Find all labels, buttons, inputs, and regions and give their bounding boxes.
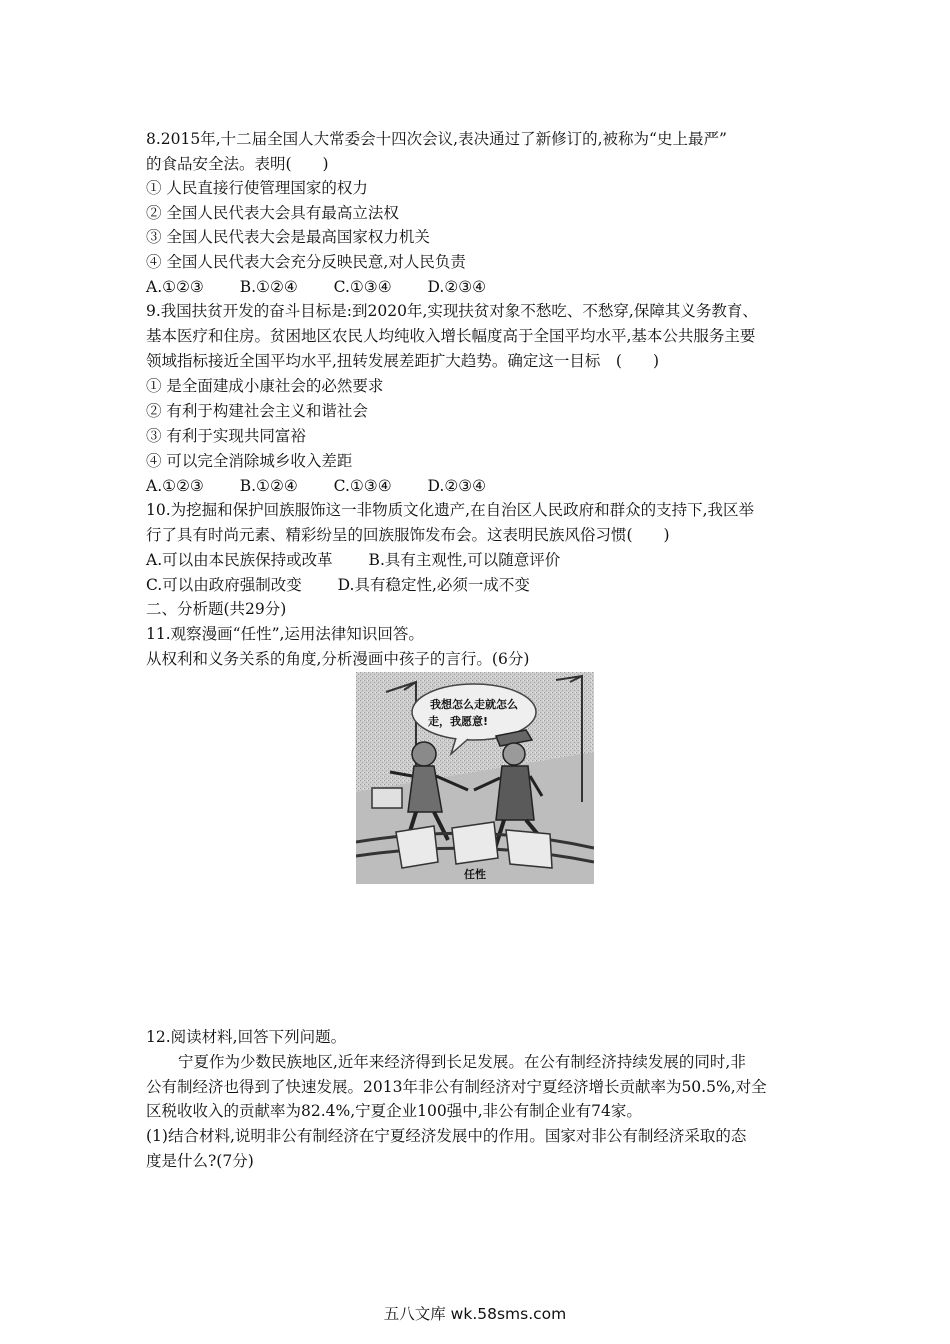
speech-bubble-line2: 走，我愿意!	[427, 715, 489, 728]
q8-stem-line1: 8.2015年,十二届全国人大常委会十四次会议,表决通过了新修订的,被称为“史上最严”	[146, 130, 727, 148]
q12-stem: 12.阅读材料,回答下列问题。	[146, 1028, 347, 1046]
q10-stem-line1: 10.为挖掘和保护回族服饰这一非物质文化遗产,在自治区人民政府和群众的支持下,我区举	[146, 501, 755, 519]
q10-stem-line2: 行了具有时尚元素、精彩纷呈的回族服饰发布会。这表明民族风俗习惯( )	[146, 526, 670, 544]
q12-material-line1: 宁夏作为少数民族地区,近年来经济得到长足发展。在公有制经济持续发展的同时,非	[178, 1053, 746, 1071]
q12-material-line2: 公有制经济也得到了快速发展。2013年非公有制经济对宁夏经济增长贡献率为50.5%,对全	[146, 1078, 767, 1096]
q10-options-cd: C.可以由政府强制改变 D.具有稳定性,必须一成不变	[146, 576, 530, 594]
q8-option-3: ③ 全国人民代表大会是最高国家权力机关	[146, 228, 430, 246]
q11-stem: 11.观察漫画“任性”,运用法律知识回答。	[146, 625, 424, 643]
q10-options-ab: A.可以由本民族保持或改革 B.具有主观性,可以随意评价	[146, 551, 561, 569]
footer-watermark: 五八文库 wk.58sms.com	[383, 1305, 567, 1323]
q9-answer-choices: A.①②③ B.①②④ C.①③④ D.②③④	[146, 477, 487, 495]
q9-option-4: ④ 可以完全消除城乡收入差距	[146, 452, 353, 470]
cartoon-drawing	[356, 672, 594, 884]
q8-option-4: ④ 全国人民代表大会充分反映民意,对人民负责	[146, 253, 466, 271]
q12-part1-line1: (1)结合材料,说明非公有制经济在宁夏经济发展中的作用。国家对非公有制经济采取的态	[146, 1127, 747, 1145]
q9-option-3: ③ 有利于实现共同富裕	[146, 427, 306, 445]
q9-stem-line1: 9.我国扶贫开发的奋斗目标是:到2020年,实现扶贫对象不愁吃、不愁穿,保障其义务教育、	[146, 302, 758, 320]
cartoon-image	[356, 672, 594, 884]
q8-option-1: ① 人民直接行使管理国家的权力	[146, 179, 368, 197]
q12-part1-line2: 度是什么?(7分)	[146, 1152, 254, 1170]
q9-option-1: ① 是全面建成小康社会的必然要求	[146, 377, 384, 395]
q11-prompt: 从权利和义务关系的角度,分析漫画中孩子的言行。(6分)	[146, 650, 530, 668]
q8-stem-line2: 的食品安全法。表明( )	[146, 155, 329, 173]
q8-answer-choices: A.①②③ B.①②④ C.①③④ D.②③④	[146, 278, 487, 296]
q9-option-2: ② 有利于构建社会主义和谐社会	[146, 402, 368, 420]
cartoon-caption: 任性	[464, 868, 486, 881]
q8-option-2: ② 全国人民代表大会具有最高立法权	[146, 204, 399, 222]
q9-stem-line3: 领域指标接近全国平均水平,扭转发展差距扩大趋势。确定这一目标 ( )	[146, 352, 660, 370]
section-heading: 二、分析题(共29分)	[146, 600, 287, 618]
speech-bubble-line1: 我想怎么走就怎么	[430, 698, 518, 711]
q12-material-line3: 区税收收入的贡献率为82.4%,宁夏企业100强中,非公有制企业有74家。	[146, 1102, 642, 1120]
q9-stem-line2: 基本医疗和住房。贫困地区农民人均纯收入增长幅度高于全国平均水平,基本公共服务主要	[146, 327, 756, 345]
